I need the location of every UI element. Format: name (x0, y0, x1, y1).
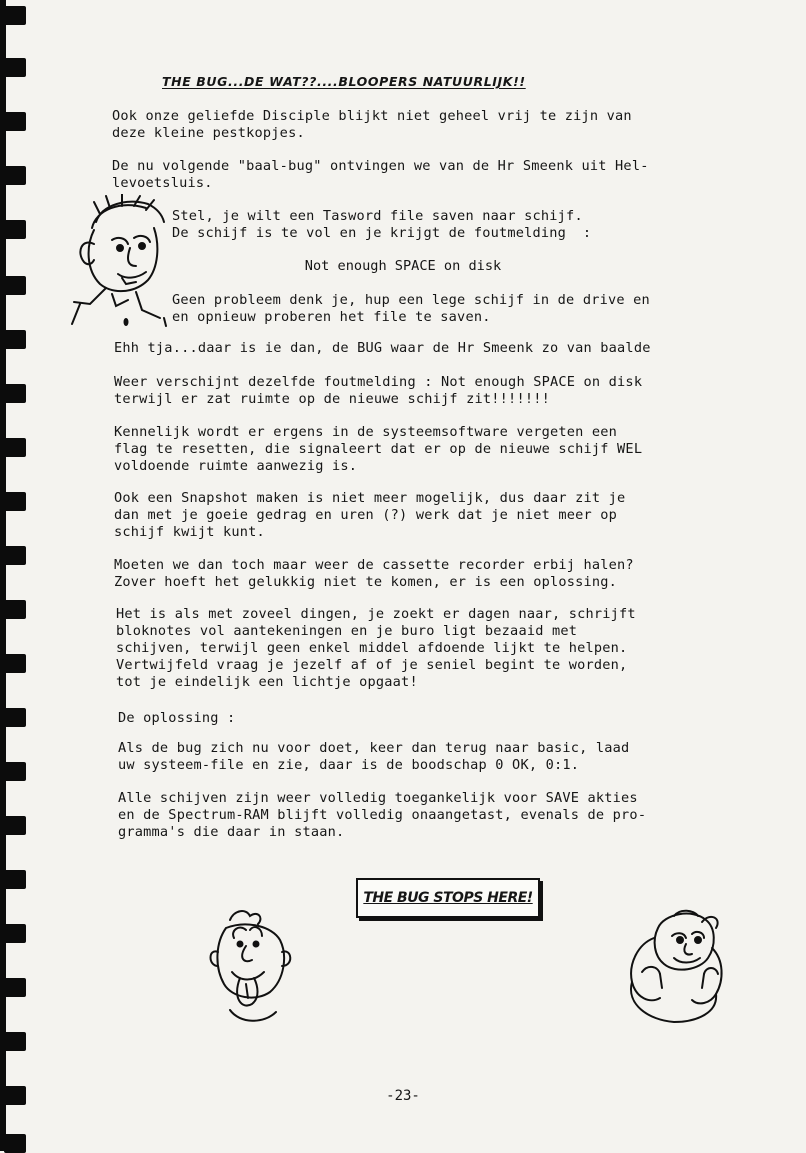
paragraph-ehh-tja: Ehh tja...daar is ie dan, de BUG waar de Hr Smeenk zo van baalde (114, 340, 651, 356)
paragraph-snapshot: Ook een Snapshot maken is niet meer mogelijk, dus daar zit je dan met je goeie gedrag en uren (?) werk dat je niet meer op schijf kwijt kunt. (114, 490, 626, 540)
paragraph-cassette: Moeten we dan toch maar weer de cassette recorder erbij halen? Zover hoeft het gelukkig niet te komen, er is een oplossing. (114, 557, 634, 590)
paragraph-kennelijk: Kennelijk wordt er ergens in de systeemsoftware vergeten een flag te resetten, die signaleert dat er op de nieuwe schijf WEL voldoende ruimte aanwezig is. (114, 424, 643, 474)
error-message: Not enough SPACE on disk (304, 258, 502, 274)
page-title: THE BUG...DE WAT??....BLOOPERS NATUURLIJK!! (162, 74, 526, 89)
page-number: -23- (386, 1088, 420, 1104)
paragraph-oplossing-heading: De oplossing : (118, 710, 236, 726)
tongue-face-illustration (206, 906, 302, 1028)
paragraph-zoveel-dingen: Het is als met zoveel dingen, je zoekt er dagen naar, schrijft bloknotes vol aantekeningen en je buro ligt bezaaid met schijven, terwijl geen enkel middel afdoende lijkt te helpen. Vertwijfeld vraag je jezelf af of je seniel begint te worden, tot je eindelijk een lichtje opgaat! (116, 606, 636, 690)
paragraph-intro: Ook onze geliefde Disciple blijkt niet geheel vrij te zijn van deze kleine pestkopjes. (112, 108, 632, 141)
worried-face-illustration (56, 194, 168, 330)
paragraph-alle-schijven: Alle schijven zijn weer volledig toegankelijk voor SAVE akties en de Spectrum-RAM blijft volledig onaangetast, evenals de pro- gramma's die daar in staan. (118, 790, 647, 840)
paragraph-baal-bug: De nu volgende "baal-bug" ontvingen we van de Hr Smeenk uit Hel- levoetsluis. (112, 158, 649, 191)
bug-stops-here-banner: THE BUG STOPS HERE! (356, 878, 540, 918)
paragraph-geen-probleem: Geen probleem denk je, hup een lege schijf in de drive en en opnieuw proberen het file te saven. (172, 292, 650, 325)
spiral-binding (0, 0, 34, 1151)
paragraph-weer-verschijnt: Weer verschijnt dezelfde foutmelding : Not enough SPACE on disk terwijl er zat ruimte op de nieuwe schijf zit!!!!!!! (114, 374, 643, 407)
grumpy-face-illustration (618, 908, 730, 1026)
paragraph-als-de-bug: Als de bug zich nu voor doet, keer dan terug naar basic, laad uw systeem-file en zie, daar is de boodschap 0 OK, 0:1. (118, 740, 630, 773)
paragraph-tasword: Stel, je wilt een Tasword file saven naar schijf. De schijf is te vol en je krijgt de foutmelding : (172, 208, 592, 241)
